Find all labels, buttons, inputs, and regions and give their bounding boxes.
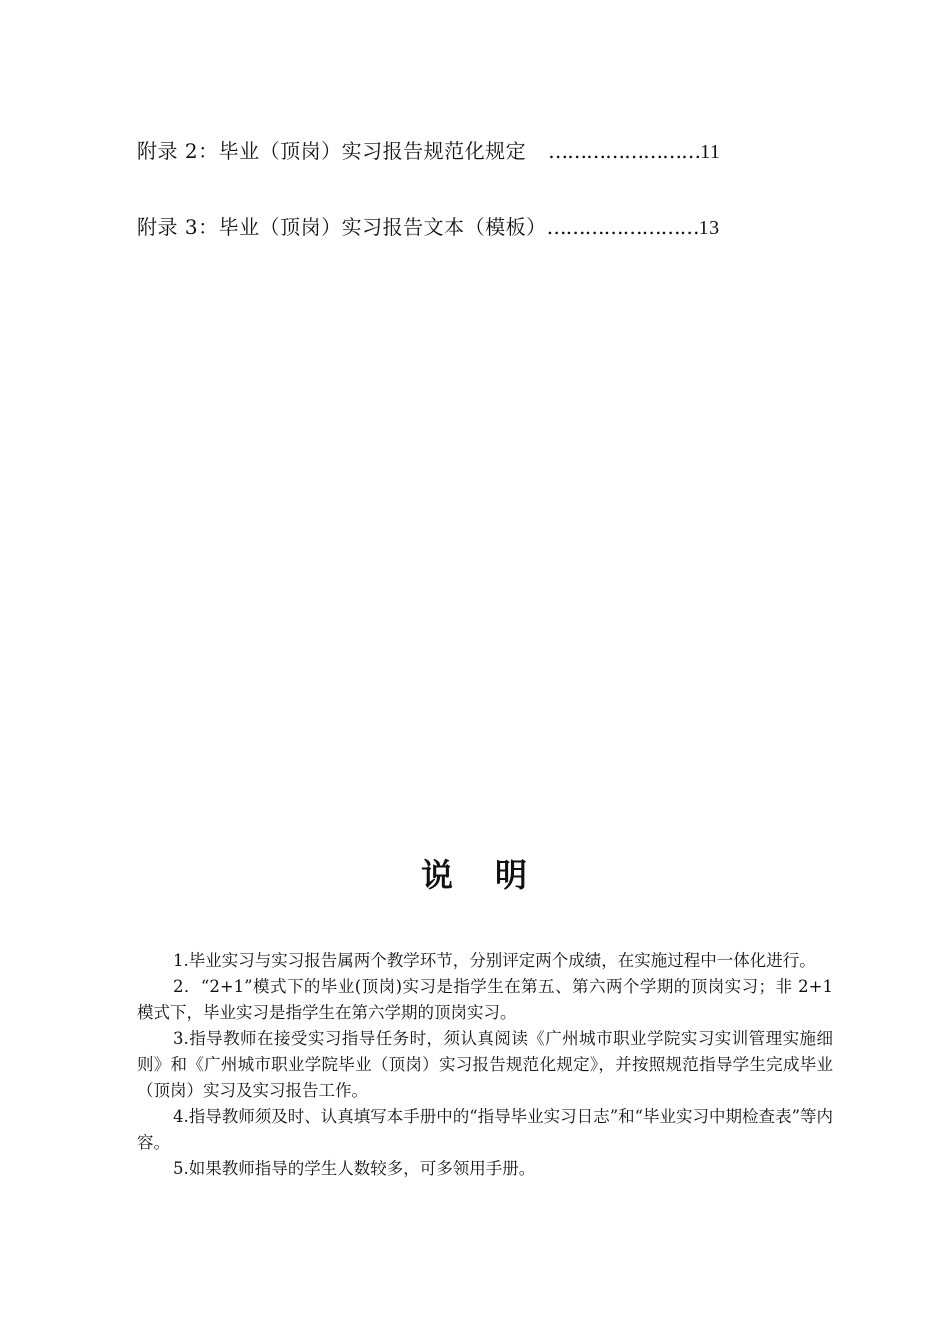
section-title (0, 855, 950, 895)
note-item: 4.指导教师须及时、认真填写本手册中的“指导毕业实习日志”和“毕业实习中期检查表”等内容。 (137, 1107, 833, 1152)
note-item: 5.如果教师指导的学生人数较多，可多领用手册。 (173, 1159, 536, 1178)
toc-page-number: 13 (698, 217, 720, 239)
toc-entry-label: 附录 3：毕业（顶岗）实习报告文本（模板） (137, 215, 547, 239)
section-title-part2: 明 (495, 856, 530, 894)
note-item: 2．“2+1”模式下的毕业(顶岗)实习是指学生在第五、第六两个学期的顶岗实习；非 2+1 模式下，毕业实习是指学生在第六学期的顶岗实习。 (137, 977, 833, 1022)
note-item: 3.指导教师在接受实习指导任务时，须认真阅读《广州城市职业学院实习实训管理实施细则》和《广州城市职业学院毕业（顶岗）实习报告规范化规定》，并按照规范指导学生完成毕业（顶岗）实习及实习报告工作。 (137, 1029, 833, 1100)
toc-entry-appendix-2 (137, 138, 720, 165)
toc-entry-appendix-3 (137, 214, 720, 241)
notes-list (137, 948, 833, 1182)
toc-entry-label: 附录 2：毕业（顶岗）实习报告规范化规定 (137, 139, 527, 163)
note-item: 1.毕业实习与实习报告属两个教学环节，分别评定两个成绩，在实施过程中一体化进行。 (173, 951, 816, 970)
toc-page-number: 11 (700, 141, 721, 163)
toc-dot-leader: …………………… (546, 215, 699, 239)
toc-dot-leader: …………………… (548, 139, 701, 163)
section-title-part1: 说 (420, 856, 455, 894)
